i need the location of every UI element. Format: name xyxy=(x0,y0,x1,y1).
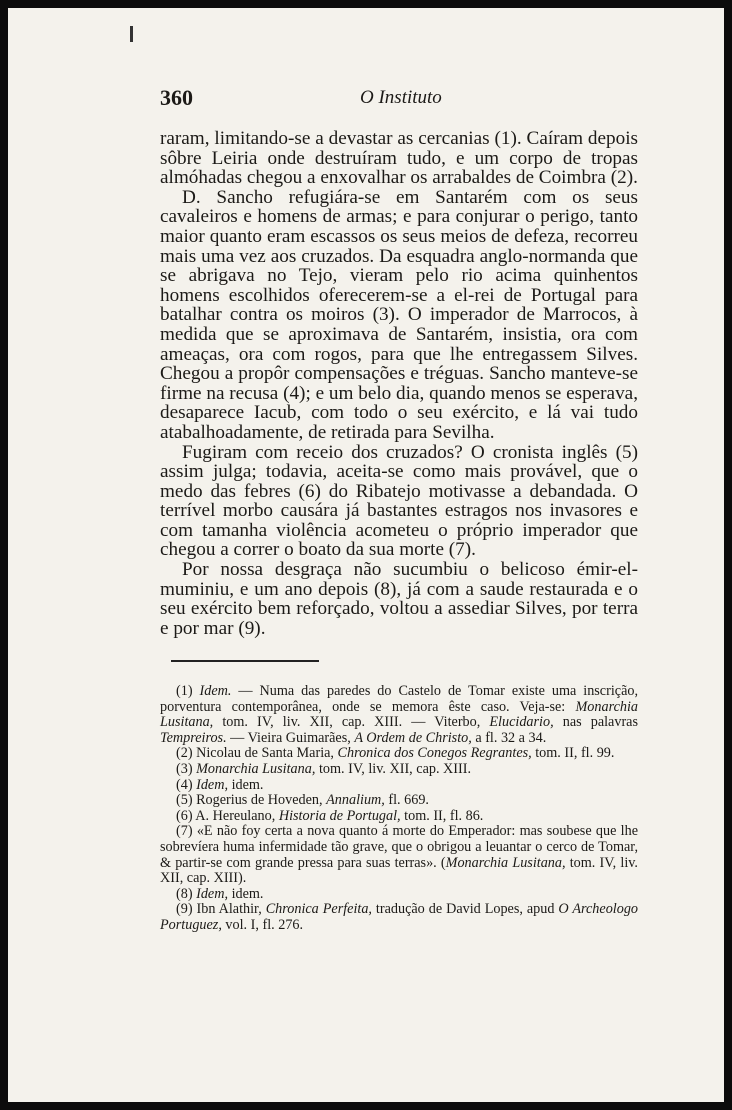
footnote: (1) Idem. — Numa das paredes do Castelo de Tomar existe uma inscrição, porventura contemporânea, onde se memora êste caso. Veja-se: Monarchia Lusitana, tom. IV, liv. XII, cap. XIII. — Viterbo, Elucidario, nas palavras Tempreiros. — Vieira Guimarães, A Ordem de Christo, a fl. 32 a 34. xyxy=(160,683,639,746)
footnote: (8) Idem, idem. xyxy=(176,885,264,902)
paragraph: D. Sancho refugiára-se em Santarém com os seus cavaleiros e homens de armas; e para conjurar o perigo, tanto maior quanto eram escassos os seus meios de defeza, recorreu mais uma vez aos cruzados. Da esquadra anglo-normanda que se abrigava no Tejo, vieram pelo rio acima quinhentos homens escolhidos oferecerem-se a el-rei de Portugal para batalhar contra os moiros (3). O imperador de Marrocos, à medida que se aproximava de Santarém, insistia, ora com ameaças, ora com rogos, para que lhe entregassem Silves. Chegou a propôr compensações e tréguas. Sancho manteve-se firme na recusa (4); e um belo dia, quando menos se esperava, desaparece Iacub, com todo o seu exército, e lá vai tudo atabalhoadamente, de retirada para Sevilha. xyxy=(160,186,638,443)
page-number: 360 xyxy=(160,85,193,110)
body-text xyxy=(160,129,638,638)
paragraph: Fugiram com receio dos cruzados? O cronista inglês (5) assim julga; todavia, aceita-se como mais provável, que o medo das febres (6) do Ribatejo motivasse a debandada. O terrível morbo causára já bastantes estragos nos invasores e com tamanha violência acometeu o próprio imperador que chegou a correr o boato da sua morte (7). xyxy=(160,441,638,561)
footnote: (5) Rogerius de Hoveden, Annalium, fl. 669. xyxy=(176,792,429,809)
page-header xyxy=(160,85,648,115)
book-page xyxy=(8,8,724,1102)
running-title: O Instituto xyxy=(360,87,442,108)
footnote: (9) Ibn Alathir, Chronica Perfeita, tradução de David Lopes, apud O Archeologo Portuguez, vol. I, fl. 276. xyxy=(160,901,639,933)
footnote: (3) Monarchia Lusitana, tom. IV, liv. XII, cap. XIII. xyxy=(176,760,472,777)
footnote: (7) «E não foy certa a nova quanto á morte do Emperador: mas soubese que lhe sobrevíera huma infermidade tão grave, que o obrigou a leuantar o cerco de Tomar, & partir-se com grande pressa para suas terras». (Monarchia Lusitana, tom. IV, liv. XII, cap. XIII). xyxy=(160,823,638,887)
footnote: (2) Nicolau de Santa Maria, Chronica dos Conegos Regrantes, tom. II, fl. 99. xyxy=(176,745,615,762)
footnote: (4) Idem, idem. xyxy=(176,776,264,793)
paragraph: raram, limitando-se a devastar as cercanias (1). Caíram depois sôbre Leiria onde destruíram tudo, e um corpo de tropas almóhadas chegou a enxovalhar os arrabaldes de Coimbra (2). xyxy=(160,128,638,189)
footnote: (6) A. Hereulano, Historia de Portugal, tom. II, fl. 86. xyxy=(176,807,484,824)
footnotes xyxy=(160,684,638,934)
specks xyxy=(130,26,133,42)
paragraph: Por nossa desgraça não sucumbiu o belicoso émir-el-muminiu, e um ano depois (8), já com a saude restaurada e o seu exército bem reforçado, voltou a assediar Silves, por terra e por mar (9). xyxy=(160,559,638,639)
footnote-rule xyxy=(171,660,319,662)
